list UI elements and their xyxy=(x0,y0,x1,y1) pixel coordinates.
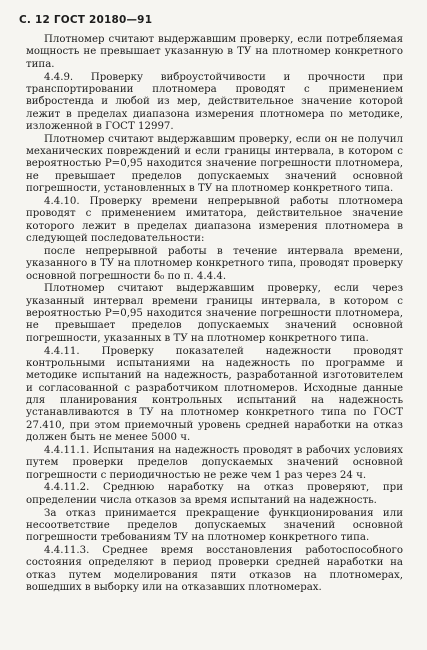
paragraph-4-4-9: 4.4.9. Проверку виброустойчивости и прочности при транспортировании плотномера проводят с применением вибростенда и любой из мер, действительное значение которой лежит в пределах диапазона измерения плотномера по методике, изложенной в ГОСТ 12997. xyxy=(26,71,403,132)
paragraph-continuous-operation-result: Плотномер считают выдержавшим проверку, если через указанный интервал времени границы интервала, в котором с вероятностью P=0,95 находится значение погрешности плотномера, не превышает пределов допускаемых значений основной погрешности, указанных в ТУ на плотномер конкретного типа. xyxy=(26,283,403,344)
paragraph-failure-definition: За отказ принимается прекращение функционирования или несоответствие пределов допускаемых значений основной погрешности требованиям ТУ на плотномер конкретного типа. xyxy=(26,507,403,544)
paragraph-4-4-11-2: 4.4.11.2. Среднюю наработку на отказ проверяют, при определении числа отказов за время испытаний на надежность. xyxy=(26,482,403,506)
paragraph-4-4-10: 4.4.10. Проверку времени непрерывной работы плотномера проводят с применением имитатора, действительное значение которого лежит в пределах диапазона измерения плотномера в следующей последовательности: xyxy=(26,195,403,244)
document-body xyxy=(26,34,403,594)
paragraph-4-4-11: 4.4.11. Проверку показателей надежности проводят контрольными испытаниями на надежность по программе и методике испытаний на надежность, разработанной изготовителем и согласованной с разработчиком плотномеров. Исходные данные для планирования контрольных испытаний на надежность устанавливаются в ТУ на плотномер конкретного типа по ГОСТ 27.410, при этом приемочный уровень средней наработки на отказ должен быть не менее 5000 ч. xyxy=(26,345,403,443)
page-header: С. 12 ГОСТ 20180—91 xyxy=(19,14,153,26)
paragraph-4-4-11-1: 4.4.11.1. Испытания на надежность проводят в рабочих условиях путем проверки пределов допускаемых значений основной погрешности с периодичностью не реже чем 1 раз через 24 ч. xyxy=(26,444,403,481)
paragraph-continuous-operation-step: после непрерывной работы в течение интервала времени, указанного в ТУ на плотномер конкретного типа, проводят проверку основной погрешности δ₀ по п. 4.4.4. xyxy=(26,245,403,282)
paragraph-4-4-11-3: 4.4.11.3. Среднее время восстановления работоспособного состояния определяют в период проверки средней наработки на отказ путем моделирования пяти отказов на плотномерах, вошедших в выборку или на отказавших плотномерах. xyxy=(26,545,403,594)
paragraph-vibration-check-result: Плотномер считают выдержавшим проверку, если он не получил механических повреждений и если границы интервала, в котором с вероятностью P=0,95 находится значение погрешности плотномера, не превышает пределов допускаемых значений основной погрешности, установленных в ТУ на плотномер конкретного типа. xyxy=(26,133,403,195)
paragraph-power-check-result: Плотномер считают выдержавшим проверку, если потребляемая мощность не превышает указанную в ТУ на плотномер конкретного типа. xyxy=(26,34,403,70)
